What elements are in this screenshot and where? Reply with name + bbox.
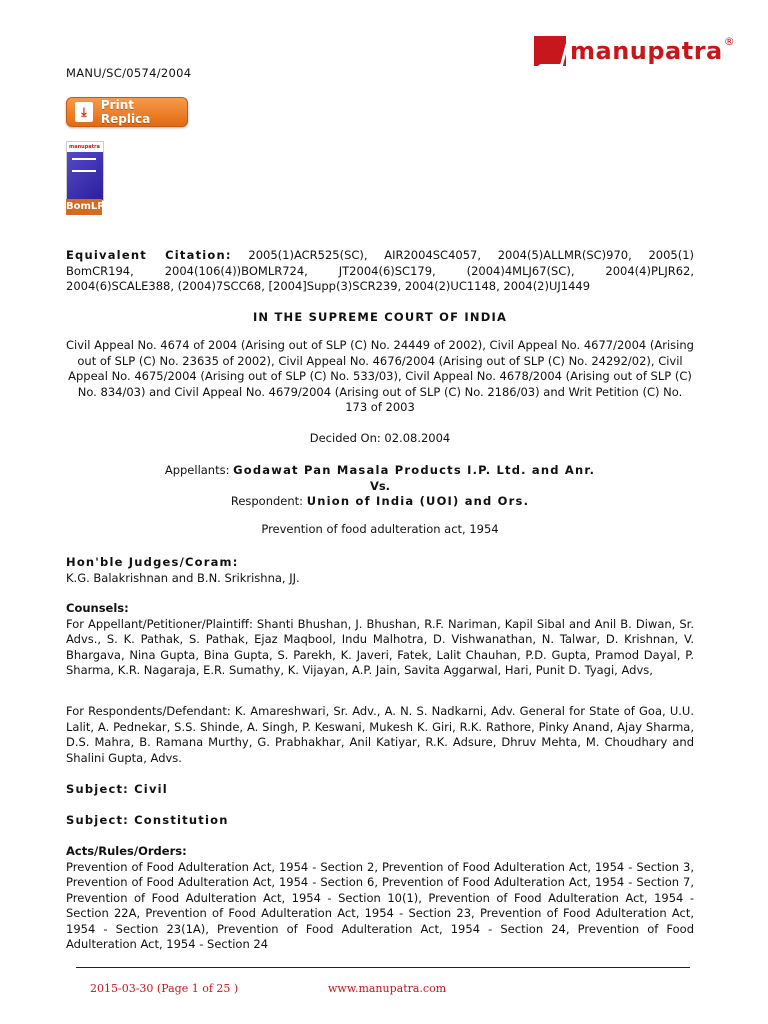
print-replica-label: Print Replica — [100, 98, 151, 126]
respondent-name: Union of India (UOI) and Ors. — [306, 494, 530, 508]
acts-text: Prevention of Food Adulteration Act, 1954 - Section 2, Prevention of Food Adulteration Act, 1954 - Section 3, Prevention of Food Adulteration Act, 1954 - Section 6, Prevention of Food Adulteration Act, 1954 - Section 7, Prevention of Food Adulteration Act, 1954 - Section 10(1), Prevention of Food Adulteration Act, 1954 - Section 22A, Prevention of Food Adulteration Act, 1954 - Section 23, Prevention of Food Adulteration Act, 1954 - Section 23(1A), Prevention of Food Adulteration Act, 1954 - Section 24, Prevention of Food Adulteration Act, 1954 - Section 24 — [66, 859, 694, 951]
pdf-icon: ⤓ — [75, 102, 93, 122]
acts-heading: Acts/Rules/Orders: — [66, 844, 187, 858]
judges-section — [66, 555, 694, 586]
equivalent-citation — [66, 248, 694, 295]
versus: Vs. — [369, 478, 391, 493]
appellants-label: Appellants: — [164, 463, 230, 477]
manupatra-logo-icon — [534, 36, 566, 66]
appellants-line — [66, 463, 694, 479]
counsels-respondent: For Respondents/Defendant: K. Amareshwari, Sr. Adv., A. N. S. Nadkarni, Adv. General for State of Goa, U.U. Lalit, A. Pednekar, S.S. Shinde, A. Singh, P. Keswani, Mukesh K. Giri, R.K. Rathore, Pinky Anand, Ajay Sharma, D.S. Mahra, B. Ramana Murthy, G. Prabhakhar, Anil Katiyar, R.K. Adsure, Dhruv Mehta, M. Choudhary and Shalini Gupta, Advs. — [66, 704, 694, 765]
decided-date: Decided On: 02.08.2004 — [309, 431, 451, 445]
respondent-label: Respondent: — [230, 494, 304, 508]
citation-label: Equivalent Citation: — [66, 248, 232, 262]
manupatra-logo — [534, 36, 735, 66]
bomlr-cover-brand: manupatra — [67, 142, 103, 152]
footer-date-page: 2015-03-30 (Page 1 of 25 ) — [90, 982, 239, 995]
subject-civil: Subject: Civil — [66, 782, 168, 796]
appeal-details: Civil Appeal No. 4674 of 2004 (Arising out of SLP (C) No. 24449 of 2002), Civil Appeal No. 4677/2004 (Arising out of SLP (C) No. 23635 of 2002), Civil Appeal No. 4676/2004 (Arising out of SLP (C) No. 24292/02), Civil Appeal No. 4675/2004 (Arising out of SLP (C) No. 533/03), Civil Appeal No. 4678/2004 (Arising out of SLP (C) No. 834/03) and Civil Appeal No. 4679/2004 (Arising out of SLP (C) No. 2186/03) and Writ Petition (C) No. 173 of 2003 — [66, 338, 694, 414]
respondent-line — [66, 494, 694, 510]
bomlr-link[interactable] — [66, 141, 105, 215]
appellants-name: Godawat Pan Masala Products I.P. Ltd. and Anr. — [233, 463, 596, 477]
court-title: IN THE SUPREME COURT OF INDIA — [252, 310, 508, 324]
counsels-appellant: For Appellant/Petitioner/Plaintiff: Shanti Bhushan, J. Bhushan, R.F. Nariman, Kapil Sibal and Anil B. Diwan, Sr. Advs., S. K. Pathak, S. Pathak, Ejaz Maqbool, Indu Malhotra, D. Vishwanathan, N. Talwar, D. Krishnan, V. Bhargava, Nina Gupta, Bina Gupta, S. Parekh, K. Javeri, Fatek, Lalit Chauhan, P.D. Gupta, Pramod Dayal, P. Sharma, K.R. Nagaraja, E.R. Sumathy, K. Vijayan, A.P. Jain, Savita Aggarwal, Hari, Punit D. Tyagi, Advs, — [66, 616, 694, 677]
subject-constitution: Subject: Constitution — [66, 813, 229, 827]
registered-mark: ® — [723, 34, 735, 48]
footer-url-link[interactable]: www.manupatra.com — [328, 982, 447, 995]
acts-section — [66, 844, 694, 953]
footer-divider — [76, 967, 690, 968]
citation-text: 2005(1)ACR525(SC), AIR2004SC4057, 2004(5)ALLMR(SC)970, 2005(1) BomCR194, 2004(106(4))BOMLR724, JT2004(6)SC179, (2004)4MLJ67(SC), 2004(4)PLJR62, 2004(6)SCALE388, (2004)7SCC68, [2004]Supp(3)SCR239, 2004(2)UC1148, 2004(2)UJ1449 — [66, 248, 695, 293]
bomlr-cover-icon — [66, 141, 104, 201]
counsels-heading: Counsels: — [66, 601, 129, 615]
bomlr-tag: BomLR — [66, 199, 102, 215]
document-id: MANU/SC/0574/2004 — [66, 66, 192, 80]
counsels-section — [66, 601, 694, 679]
judges-names: K.G. Balakrishnan and B.N. Srikrishna, JJ. — [66, 570, 300, 585]
parties — [66, 463, 694, 510]
judges-heading: Hon'ble Judges/Coram: — [66, 555, 239, 569]
logo-text: manupatra — [570, 37, 723, 65]
act-title: Prevention of food adulteration act, 1954 — [261, 522, 499, 536]
print-replica-button[interactable] — [66, 97, 188, 127]
